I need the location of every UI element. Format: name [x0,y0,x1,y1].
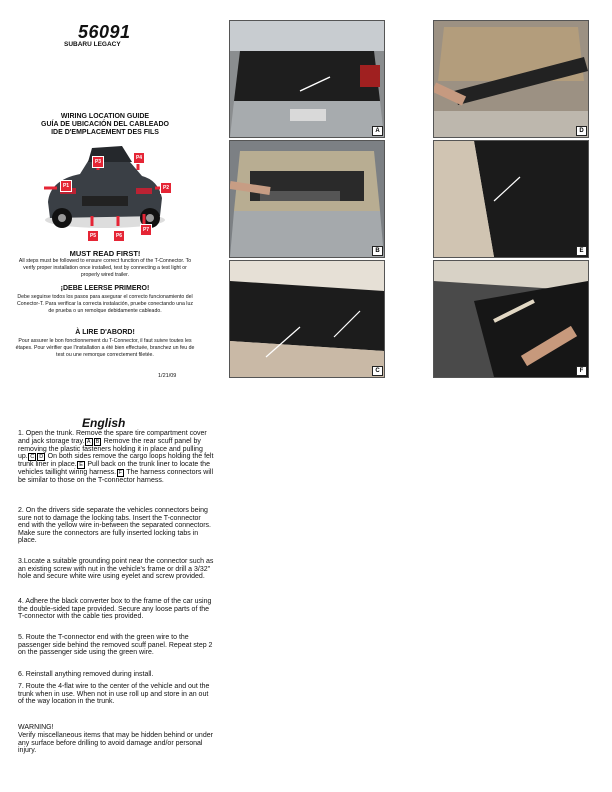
step-1-part-e: The harness connectors will be similar to those on the T-connector harness. [18,469,214,485]
step-1 [18,430,214,485]
guide-title-fr: IDE D'EMPLACEMENT DES FILS [51,129,159,136]
marker-p2: P2 [160,182,172,194]
warning-heading: WARNING! [18,724,54,731]
guide-title-en: WIRING LOCATION GUIDE [60,113,150,120]
marker-p3: P3 [92,156,104,168]
photo-f-label: F [576,366,587,376]
warning-body: Verify miscellaneous items that may be hidden behind or under any surface before drilling to avoid damage and/or personal injury. [18,732,213,755]
photo-b-label: B [372,246,383,256]
part-number: 56091 [78,22,131,42]
photo-e [433,140,589,258]
notice-en-body: All steps must be followed to ensure correct function of the T-Connector. To verify proper installation once installed, test by connecting a test light or properly wired trailer. [18,258,192,278]
ref-d: D [39,454,44,461]
step-1-part-a: 1. Open the trunk. Remove the spare tire compartment cover and jack storage tray. [18,430,207,445]
step-6: 6. Reinstall anything removed during install. [18,671,154,678]
ref-f: F [118,470,122,477]
ref-a: A [86,438,91,445]
marker-p7: P7 [140,224,152,236]
ref-b: B [95,438,100,445]
vehicle-model: SUBARU LEGACY [64,41,121,48]
marker-p4: P4 [133,152,145,164]
notice-fr-heading: À LIRE D'ABORD! [75,329,135,336]
photo-f [433,260,589,378]
notice-es-body: Debe seguirse todos los pasos para asegurar el correcto funcionamiento del Conector-T. Para verificar la correcta instalación, pruebe conectando una luz de prueba o un remolque debidamente cableado. [17,294,193,314]
photo-a-label: A [372,126,383,136]
notice-es-heading: ¡DEBE LEERSE PRIMERO! [60,285,150,292]
marker-p1: P1 [60,180,72,192]
photo-b [229,140,385,258]
english-heading: English [82,416,126,430]
photo-d [433,20,589,138]
marker-p6: P6 [113,230,125,242]
step-5: 5. Route the T-connector end with the green wire to the passenger side behind the removed scuff panel. Repeat step 2 on the passenger side using the green wire. [18,634,213,657]
ref-e: E [79,462,83,469]
step-3: 3.Locate a suitable grounding point near the connector such as an existing screw with nut in the vehicle's frame or drill a 3/32" hole and secure white wire using eyelet and screw provided. [18,558,214,581]
step-4: 4. Adhere the black converter box to the frame of the car using the double-sided tape provided. Secure any loose parts of the T-connector with the cable ties provided. [18,598,212,621]
marker-p5: P5 [87,230,99,242]
step-1-part-c: On both sides remove the cargo loops holding the felt trunk liner in place. [18,453,214,469]
revision-date: 1/21/09 [158,373,177,379]
step-2: 2. On the drivers side separate the vehicles connectors being sure not to damage the locking tabs. Insert the T-connector end with the yellow wire in-between the separated connectors. Make sure the connectors are fully inserted locking tabs in place. [18,507,211,545]
step-1-part-b: Remove the rear scuff panel by removing the plastic fasteners holding it in place and pulling up. [18,437,203,461]
guide-title-es: GUÍA DE UBICACIÓN DEL CABLEADO [41,121,169,128]
photo-a [229,20,385,138]
ref-c: C [30,454,35,461]
step-7: 7. Route the 4-flat wire to the center of the vehicle and out the trunk when in use. When not in use roll up and store in an out of the way location in the trunk. [18,683,210,706]
car-wiring-diagram [40,140,170,242]
photo-e-label: E [576,246,587,256]
photo-c [229,260,385,378]
must-read-heading: MUST READ FIRST! [69,249,141,258]
notice-fr-body: Pour assurer le bon fonctionnement du T-Connector, il faut suivre toutes les étapes. Pour vérifier que l'installation a été bien effectuée, branchez un feu de test ou une remorque correctement filetée. [15,338,195,358]
wiring-guide-title [20,113,190,137]
photo-d-label: D [576,126,587,136]
step-1-part-d: Pull back on the trunk liner to locate the vehicles taillight wiring harness. [18,461,210,477]
photo-c-label: C [372,366,383,376]
